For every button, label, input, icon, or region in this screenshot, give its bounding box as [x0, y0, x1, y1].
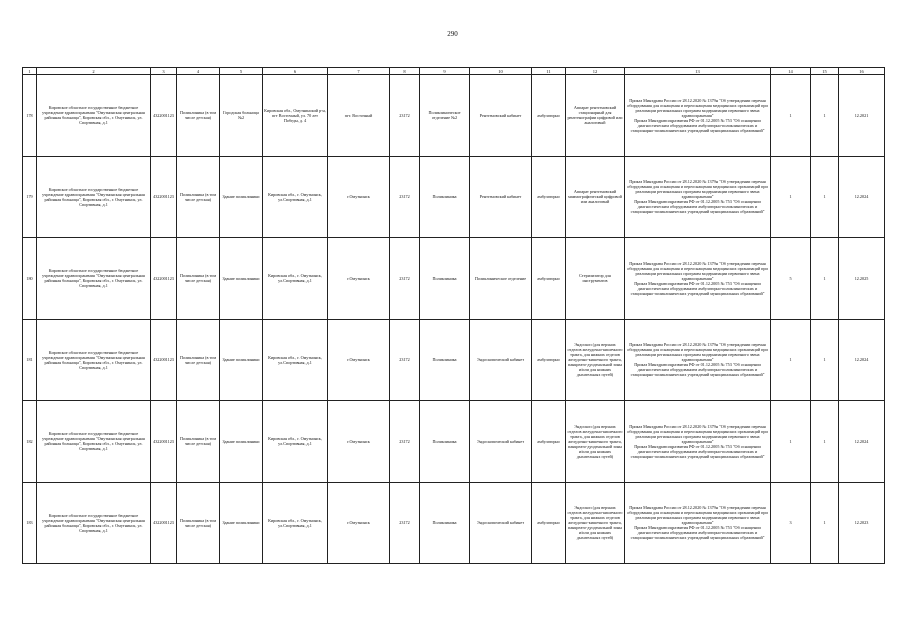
header-row: [23, 68, 885, 75]
care-type-cell: амбулаторно: [532, 319, 566, 401]
division-cell: Здание поликлиники: [220, 401, 263, 483]
column-header: 16: [839, 68, 885, 75]
count-cell: 1: [811, 75, 839, 157]
row-number: 180: [23, 238, 37, 320]
column-header: 7: [328, 68, 390, 75]
organization-cell: Кировское областное государственное бюджетное учреждение здравоохранения "Омутнинская центральная районная больница", Кировская обл., г. Омутнинск, ул. Спортивная, д.1: [37, 319, 151, 401]
department-cell: Поликлиническое отделение №2: [420, 75, 470, 157]
department-cell: Поликлиника: [420, 319, 470, 401]
count-cell: 1: [811, 482, 839, 564]
date-cell: 12.2025: [839, 238, 885, 320]
regulation-cell: Приказ Минздрава России от 28.12.2020 № 1379н "Об утверждении перечня оборудования для оснащения и переоснащения медицинских организаций при реализации региональных программ модернизации первичного звена здравоохранения" Приказ Минздравсоцразвития РФ от 01.12.2005 № 753 "Об оснащении диагностическим оборудованием амбулаторно-поликлинических и стационарно-поликлинических учреждений муниципальных образований": [625, 156, 771, 238]
column-header: 1: [23, 68, 37, 75]
care-type-cell: амбулаторно: [532, 401, 566, 483]
column-header: 10: [470, 68, 532, 75]
equipment-cell: Эндоскоп (для верхних отделов желудочно-кишечного тракта, для нижних отделов желудочно-кишечного тракта, панкреато-дуоденальной зоны и/или для нижних дыхательных путей): [566, 482, 625, 564]
column-header: 14: [771, 68, 811, 75]
column-header: 8: [390, 68, 420, 75]
code-cell: 23172: [390, 319, 420, 401]
organization-cell: Кировское областное государственное бюджетное учреждение здравоохранения "Омутнинская центральная районная больница", Кировская обл., г. Омутнинск, ул. Спортивная, д.1: [37, 401, 151, 483]
cabinet-cell: Рентгеновский кабинет: [470, 156, 532, 238]
inn-cell: 4322001123: [151, 319, 177, 401]
locality-cell: г.Омутнинск: [328, 238, 390, 320]
form-cell: Поликлиника (в том числе детская): [177, 319, 220, 401]
inn-cell: 4322001123: [151, 75, 177, 157]
column-header: 6: [263, 68, 328, 75]
address-cell: Кировская обл., г. Омутнинск, ул.Спортивная, д.1: [263, 238, 328, 320]
department-cell: Поликлиника: [420, 401, 470, 483]
locality-cell: г.Омутнинск: [328, 319, 390, 401]
table-row: [23, 482, 885, 564]
form-cell: Поликлиника (в том числе детская): [177, 401, 220, 483]
date-cell: 12.2024: [839, 156, 885, 238]
locality-cell: пгт. Восточный: [328, 75, 390, 157]
care-type-cell: амбулаторно: [532, 482, 566, 564]
count-cell: 1: [811, 156, 839, 238]
quantity-cell: 1: [771, 156, 811, 238]
regulation-cell: Приказ Минздрава России от 28.12.2020 № 1379н "Об утверждении перечня оборудования для оснащения и переоснащения медицинских организаций при реализации региональных программ модернизации первичного звена здравоохранения" Приказ Минздравсоцразвития РФ от 01.12.2005 № 753 "Об оснащении диагностическим оборудованием амбулаторно-поликлинических и стационарно-поликлинических учреждений муниципальных образований": [625, 482, 771, 564]
date-cell: 12.2021: [839, 75, 885, 157]
row-number: 178: [23, 75, 37, 157]
address-cell: Кировская обл., г. Омутнинск, ул.Спортивная, д.1: [263, 319, 328, 401]
organization-cell: Кировское областное государственное бюджетное учреждение здравоохранения "Омутнинская центральная районная больница", Кировская обл., г. Омутнинск, ул. Спортивная, д.1: [37, 238, 151, 320]
date-cell: 12.2024: [839, 401, 885, 483]
quantity-cell: 3: [771, 482, 811, 564]
quantity-cell: 5: [771, 238, 811, 320]
column-header: 12: [566, 68, 625, 75]
cabinet-cell: Поликлиническое отделение: [470, 238, 532, 320]
inn-cell: 4322001123: [151, 482, 177, 564]
address-cell: Кировская обл., г. Омутнинск, ул.Спортивная, д.1: [263, 156, 328, 238]
code-cell: 23172: [390, 238, 420, 320]
cabinet-cell: Эндоскопический кабинет: [470, 319, 532, 401]
table-row: [23, 319, 885, 401]
division-cell: Здание поликлиники: [220, 156, 263, 238]
care-type-cell: амбулаторно: [532, 156, 566, 238]
form-cell: Поликлиника (в том числе детская): [177, 238, 220, 320]
care-type-cell: амбулаторно: [532, 238, 566, 320]
row-number: 183: [23, 482, 37, 564]
organization-cell: Кировское областное государственное бюджетное учреждение здравоохранения "Омутнинская центральная районная больница", Кировская обл., г. Омутнинск, ул. Спортивная, д.1: [37, 156, 151, 238]
table-row: [23, 156, 885, 238]
equipment-cell: Эндоскоп (для верхних отделов желудочно-кишечного тракта, для нижних отделов желудочно-кишечного тракта, панкреато-дуоденальной зоны и/или для нижних дыхательных путей): [566, 319, 625, 401]
inn-cell: 4322001123: [151, 156, 177, 238]
department-cell: Поликлиника: [420, 482, 470, 564]
column-header: 2: [37, 68, 151, 75]
division-cell: Здание поликлиники: [220, 238, 263, 320]
equipment-cell: Аппарат рентгеновский стационарный для рентгенографии цифровой или аналоговый: [566, 75, 625, 157]
count-cell: 1: [811, 238, 839, 320]
equipment-cell: Эндоскоп (для верхних отделов желудочно-кишечного тракта, для нижних отделов желудочно-кишечного тракта, панкреато-дуоденальной зоны и/или для нижних дыхательных путей): [566, 401, 625, 483]
code-cell: 23172: [390, 75, 420, 157]
regulation-cell: Приказ Минздрава России от 28.12.2020 № 1379н "Об утверждении перечня оборудования для оснащения и переоснащения медицинских организаций при реализации региональных программ модернизации первичного звена здравоохранения" Приказ Минздравсоцразвития РФ от 01.12.2005 № 753 "Об оснащении диагностическим оборудованием амбулаторно-поликлинических и стационарно-поликлинических учреждений муниципальных образований": [625, 75, 771, 157]
column-header: 11: [532, 68, 566, 75]
form-cell: Поликлиника (в том числе детская): [177, 156, 220, 238]
department-cell: Поликлиника: [420, 238, 470, 320]
count-cell: 1: [811, 319, 839, 401]
count-cell: 1: [811, 401, 839, 483]
organization-cell: Кировское областное государственное бюджетное учреждение здравоохранения "Омутнинская центральная районная больница", Кировская обл., г. Омутнинск, ул. Спортивная, д.1: [37, 75, 151, 157]
inn-cell: 4322001123: [151, 238, 177, 320]
equipment-cell: Стерилизатор для инструментов: [566, 238, 625, 320]
division-cell: Здание поликлиники: [220, 319, 263, 401]
column-header: 9: [420, 68, 470, 75]
address-cell: Кировская обл., г. Омутнинск, ул.Спортивная, д.1: [263, 401, 328, 483]
column-header: 4: [177, 68, 220, 75]
quantity-cell: 1: [771, 401, 811, 483]
column-header: 15: [811, 68, 839, 75]
table-row: [23, 238, 885, 320]
column-header: 13: [625, 68, 771, 75]
cabinet-cell: Рентгеновский кабинет: [470, 75, 532, 157]
address-cell: Кировская обл., г. Омутнинск, ул.Спортивная, д.1: [263, 482, 328, 564]
division-cell: Городская больница №2: [220, 75, 263, 157]
quantity-cell: 1: [771, 319, 811, 401]
locality-cell: г.Омутнинск: [328, 156, 390, 238]
locality-cell: г.Омутнинск: [328, 482, 390, 564]
organization-cell: Кировское областное государственное бюджетное учреждение здравоохранения "Омутнинская центральная районная больница", Кировская обл., г. Омутнинск, ул. Спортивная, д.1: [37, 482, 151, 564]
code-cell: 23172: [390, 482, 420, 564]
column-header: 3: [151, 68, 177, 75]
inn-cell: 4322001123: [151, 401, 177, 483]
code-cell: 23172: [390, 401, 420, 483]
page-number: 290: [447, 30, 458, 38]
division-cell: Здание поликлиники: [220, 482, 263, 564]
form-cell: Поликлиника (в том числе детская): [177, 482, 220, 564]
quantity-cell: 1: [771, 75, 811, 157]
table-row: [23, 401, 885, 483]
regulation-cell: Приказ Минздрава России от 28.12.2020 № 1379н "Об утверждении перечня оборудования для оснащения и переоснащения медицинских организаций при реализации региональных программ модернизации первичного звена здравоохранения" Приказ Минздравсоцразвития РФ от 01.12.2005 № 753 "Об оснащении диагностическим оборудованием амбулаторно-поликлинических и стационарно-поликлинических учреждений муниципальных образований": [625, 319, 771, 401]
form-cell: Поликлиника (в том числе детская): [177, 75, 220, 157]
date-cell: 12.2024: [839, 319, 885, 401]
table-row: [23, 75, 885, 157]
cabinet-cell: Эндоскопический кабинет: [470, 482, 532, 564]
code-cell: 23172: [390, 156, 420, 238]
equipment-table: [22, 67, 885, 564]
equipment-cell: Аппарат рентгеновский маммографический цифровой или аналоговый: [566, 156, 625, 238]
regulation-cell: Приказ Минздрава России от 28.12.2020 № 1379н "Об утверждении перечня оборудования для оснащения и переоснащения медицинских организаций при реализации региональных программ модернизации первичного звена здравоохранения" Приказ Минздравсоцразвития РФ от 01.12.2005 № 753 "Об оснащении диагностическим оборудованием амбулаторно-поликлинических и стационарно-поликлинических учреждений муниципальных образований": [625, 238, 771, 320]
cabinet-cell: Эндоскопический кабинет: [470, 401, 532, 483]
row-number: 179: [23, 156, 37, 238]
row-number: 182: [23, 401, 37, 483]
locality-cell: г.Омутнинск: [328, 401, 390, 483]
address-cell: Кировская обл., Омутнинский р-н, пгт Восточный, ул. 70 лет Победы, д. 4: [263, 75, 328, 157]
regulation-cell: Приказ Минздрава России от 28.12.2020 № 1379н "Об утверждении перечня оборудования для оснащения и переоснащения медицинских организаций при реализации региональных программ модернизации первичного звена здравоохранения" Приказ Минздравсоцразвития РФ от 01.12.2005 № 753 "Об оснащении диагностическим оборудованием амбулаторно-поликлинических и стационарно-поликлинических учреждений муниципальных образований": [625, 401, 771, 483]
department-cell: Поликлиника: [420, 156, 470, 238]
row-number: 181: [23, 319, 37, 401]
column-header: 5: [220, 68, 263, 75]
care-type-cell: амбулаторно: [532, 75, 566, 157]
date-cell: 12.2023: [839, 482, 885, 564]
